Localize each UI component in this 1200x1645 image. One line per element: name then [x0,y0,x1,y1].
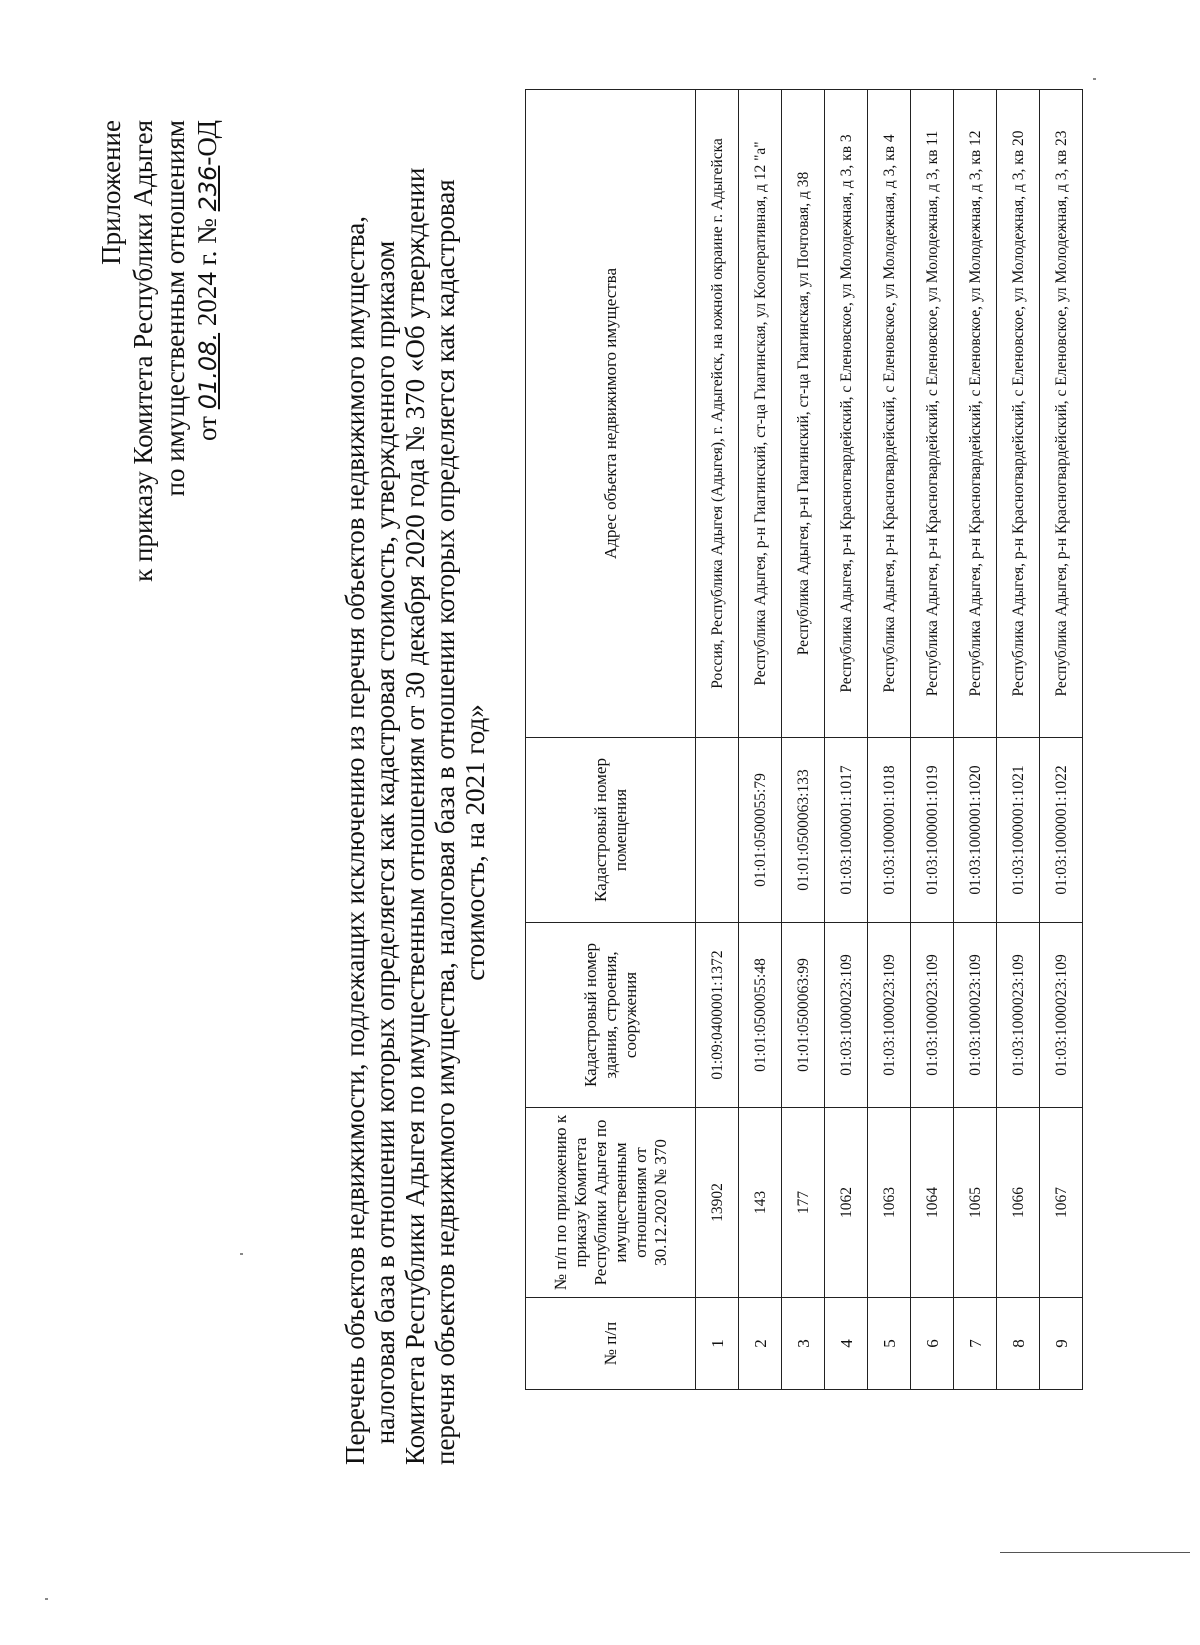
appendix-order-line: к приказу Комитета Республики Адыгея [128,120,158,582]
table-row [825,90,868,1390]
building-cadastral-cell: 01:03:1000023:109 [1040,923,1083,1108]
date-year: 2024 г. № [192,218,222,327]
reference-number-cell: 1062 [825,1108,868,1298]
title-line: Комитета Республики Адыгея по имущественным отношениям от 30 декабря 2020 года № 370 «Об утверждении [400,167,430,1465]
table-row [739,90,782,1390]
premises-cadastral-cell [696,738,739,923]
row-number-cell: 8 [997,1298,1040,1390]
scan-speck [240,1253,243,1255]
premises-cadastral-cell: 01:01:0500055:79 [739,738,782,923]
order-number-suffix: -ОД [192,120,222,166]
table-body [696,90,1083,1390]
title-line: перечня объектов недвижимого имущества, налоговая база в отношении которых определяется как кадастровая [430,179,460,1465]
row-number-cell: 6 [911,1298,954,1390]
appendix-date-line [191,120,224,780]
property-exclusion-table [525,89,1083,1390]
premises-cadastral-cell: 01:03:1000001:1017 [825,738,868,923]
table-row [997,90,1040,1390]
premises-cadastral-cell: 01:01:0500063:133 [782,738,825,923]
reference-number-cell: 1063 [868,1108,911,1298]
reference-number-cell: 177 [782,1108,825,1298]
document-title [340,167,490,1465]
appendix-label: Приложение [96,120,126,265]
table-row [782,90,825,1390]
table-row [696,90,739,1390]
scan-speck [45,1598,48,1600]
reference-number-cell: 13902 [696,1108,739,1298]
premises-cadastral-cell: 01:03:1000001:1021 [997,738,1040,923]
appendix-committee-line: по имущественным отношениям [160,120,190,497]
reference-number-cell: 1064 [911,1108,954,1298]
premises-cadastral-cell: 01:03:1000001:1022 [1040,738,1083,923]
address-cell: Республика Адыгея, р-н Красногвардейский, с Еленовское, ул Молодежная, д 3, кв 11 [911,90,954,738]
date-prefix: от [192,416,222,441]
row-number-cell: 9 [1040,1298,1083,1390]
building-cadastral-cell: 01:03:1000023:109 [954,923,997,1108]
appendix-header [95,120,224,780]
row-number-cell: 4 [825,1298,868,1390]
building-cadastral-cell: 01:01:0500055:48 [739,923,782,1108]
premises-cadastral-cell: 01:03:1000001:1019 [911,738,954,923]
reference-number-cell: 1067 [1040,1108,1083,1298]
table-row [954,90,997,1390]
building-cadastral-cell: 01:03:1000023:109 [911,923,954,1108]
building-cadastral-cell: 01:01:0500063:99 [782,923,825,1108]
table-row [1040,90,1083,1390]
header-row-number: № п/п [526,1298,696,1390]
address-cell: Республика Адыгея, р-н Красногвардейский, с Еленовское, ул Молодежная, д 3, кв 4 [868,90,911,738]
table-row [868,90,911,1390]
row-number-cell: 2 [739,1298,782,1390]
row-number-cell: 3 [782,1298,825,1390]
premises-cadastral-cell: 01:03:1000001:1020 [954,738,997,923]
scan-speck [1093,78,1096,80]
table-row [911,90,954,1390]
handwritten-date: 01.08. [194,332,222,410]
page-edge-line [1000,1552,1190,1553]
header-address: Адрес объекта недвижимого имущества [526,90,696,738]
table-header-row [526,90,696,1390]
title-line: Перечень объектов недвижимости, подлежащих исключению из перечня объектов недвижимого имущества, [340,215,370,1465]
header-reference-number: № п/п по приложению к приказу Комитета Республики Адыгея по имущественным отношениям от 30.12.2020 № 370 [526,1108,696,1298]
address-cell: Республика Адыгея, р-н Гиагинский, ст-ца Гиагинская, ул Кооперативная, д 12 "а" [739,90,782,738]
address-cell: Республика Адыгея, р-н Красногвардейский, с Еленовское, ул Молодежная, д 3, кв 23 [1040,90,1083,738]
row-number-cell: 7 [954,1298,997,1390]
address-cell: Республика Адыгея, р-н Красногвардейский, с Еленовское, ул Молодежная, д 3, кв 20 [997,90,1040,738]
reference-number-cell: 1065 [954,1108,997,1298]
reference-number-cell: 143 [739,1108,782,1298]
row-number-cell: 5 [868,1298,911,1390]
handwritten-order-number: 236 [194,165,222,212]
header-premises-cadastral: Кадастровый номер помещения [526,738,696,923]
reference-number-cell: 1066 [997,1108,1040,1298]
row-number-cell: 1 [696,1298,739,1390]
premises-cadastral-cell: 01:03:1000001:1018 [868,738,911,923]
building-cadastral-cell: 01:03:1000023:109 [997,923,1040,1108]
title-line: стоимость, на 2021 год» [460,704,490,981]
address-cell: Республика Адыгея, р-н Гиагинский, ст-ца Гиагинская, ул Почтовая, д 38 [782,90,825,738]
title-line: налоговая база в отношении которых определяется как кадастровая стоимость, утвержденного приказом [370,240,400,1445]
building-cadastral-cell: 01:03:1000023:109 [825,923,868,1108]
address-cell: Республика Адыгея, р-н Красногвардейский, с Еленовское, ул Молодежная, д 3, кв 3 [825,90,868,738]
address-cell: Россия, Республика Адыгея (Адыгея), г. Адыгейск, на южной окраине г. Адыгейска [696,90,739,738]
header-building-cadastral: Кадастровый номер здания, строения, сооружения [526,923,696,1108]
building-cadastral-cell: 01:03:1000023:109 [868,923,911,1108]
address-cell: Республика Адыгея, р-н Красногвардейский, с Еленовское, ул Молодежная, д 3, кв 12 [954,90,997,738]
building-cadastral-cell: 01:09:0400001:1372 [696,923,739,1108]
